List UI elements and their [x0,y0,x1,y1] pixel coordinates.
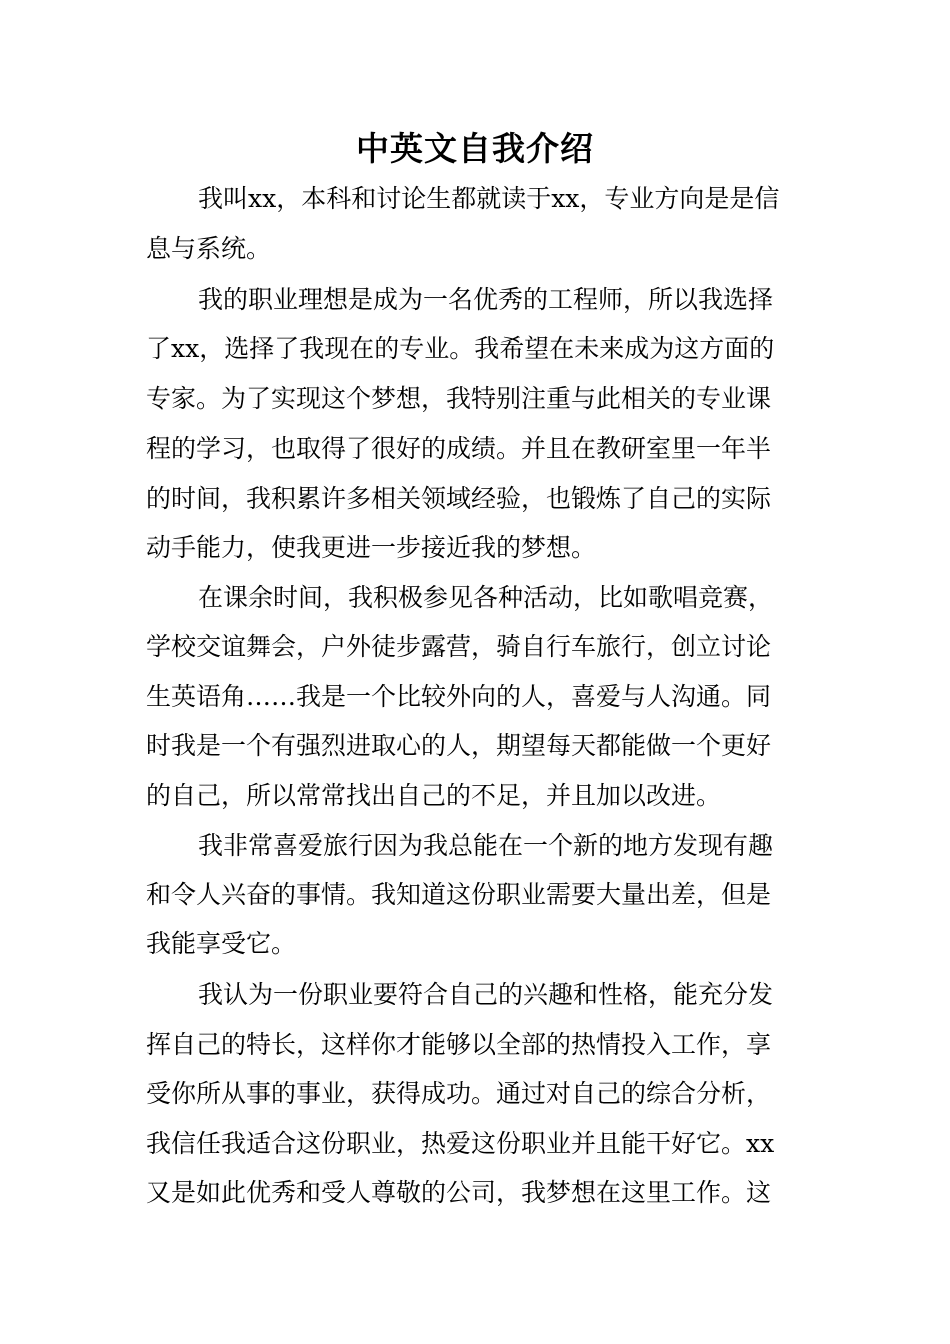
paragraph-4-line-3: 我能享受它。 [146,929,297,958]
document-title: 中英文自我介绍 [356,129,594,168]
paragraph-2-line-4: 程的学习，也取得了很好的成绩。并且在教研室里一年半 [146,434,772,463]
paragraph-3-line-5: 的自己，所以常常找出自己的不足，并且加以改进。 [146,781,722,810]
paragraph-5-line-2: 挥自己的特长，这样你才能够以全部的热情投入工作，享 [146,1030,772,1059]
paragraph-2-line-1: 我的职业理想是成为一名优秀的工程师，所以我选择 [198,285,774,314]
paragraph-3-line-4: 时我是一个有强烈进取心的人，期望每天都能做一个更好 [146,731,772,760]
paragraph-3-line-1: 在课余时间，我积极参见各种活动，比如歌唱竞赛， [198,583,774,612]
paragraph-3-line-3: 生英语角……我是一个比较外向的人，喜爱与人沟通。同 [146,682,772,711]
paragraph-1-line-1: 我叫xx，本科和讨论生都就读于xx，专业方向是是信 [198,184,780,213]
paragraph-5-line-1: 我认为一份职业要符合自己的兴趣和性格，能充分发 [198,980,774,1009]
paragraph-5-line-5: 又是如此优秀和受人尊敬的公司，我梦想在这里工作。这 [146,1178,772,1207]
paragraph-4-line-1: 我非常喜爱旅行因为我总能在一个新的地方发现有趣 [198,831,774,860]
paragraph-3-line-2: 学校交谊舞会，户外徒步露营，骑自行车旅行，创立讨论 [146,632,772,661]
paragraph-2-line-5: 的时间，我积累许多相关领域经验，也锻炼了自己的实际 [146,484,772,513]
paragraph-1-line-2: 息与系统。 [146,234,272,263]
paragraph-5-line-4: 我信任我适合这份职业，热爱这份职业并且能干好它。xx [146,1129,775,1158]
paragraph-2-line-2: 了xx，选择了我现在的专业。我希望在未来成为这方面的 [146,334,775,363]
paragraph-2-line-3: 专家。为了实现这个梦想，我特别注重与此相关的专业课 [146,384,772,413]
paragraph-4-line-2: 和令人兴奋的事情。我知道这份职业需要大量出差，但是 [146,880,772,909]
paragraph-2-line-6: 动手能力，使我更进一步接近我的梦想。 [146,533,597,562]
paragraph-5-line-3: 受你所从事的事业，获得成功。通过对自己的综合分析， [146,1079,772,1108]
